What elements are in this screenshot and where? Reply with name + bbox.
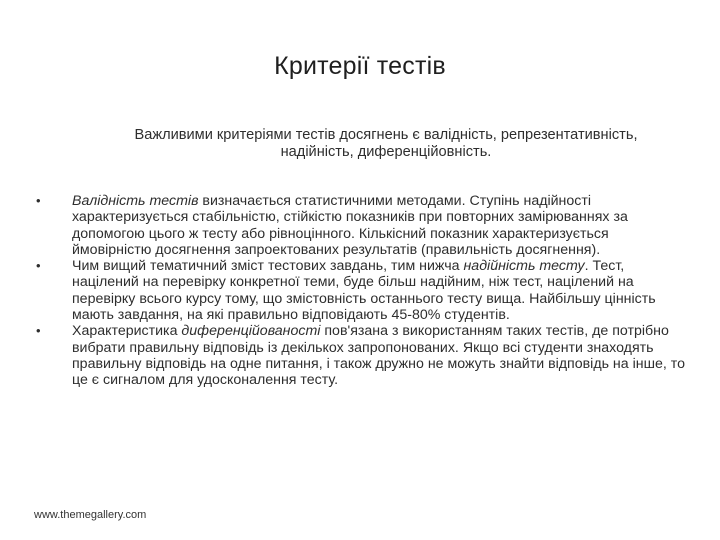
emphasis-term: надійність тесту bbox=[463, 258, 585, 275]
bullet-text bbox=[72, 323, 686, 388]
footer-url: www.themegallery.com bbox=[34, 509, 147, 521]
bullet-body-continued: пов'язана з використанням таких тестів, де потрібно вибрати правильну відповідь із декількох запропонованих. Якщо всі студенти знаходять правильну відповідь на одне питання, і також дружно не можуть знайти відповідь на інше, то це є сигналом для удосконалення тесту. bbox=[72, 323, 685, 389]
intro-paragraph: Важливими критеріями тестів досягнень є валідність, репрезентативність, надійність, диференційовність. bbox=[134, 127, 638, 160]
bullet-icon: • bbox=[36, 193, 41, 208]
slide-title: Критерії тестів bbox=[274, 52, 446, 80]
list-item bbox=[36, 258, 686, 323]
list-item bbox=[36, 193, 686, 258]
bullet-body: Чим вищий тематичний зміст тестових завдань, тим нижча bbox=[72, 258, 464, 275]
bullet-icon: • bbox=[36, 258, 41, 274]
bullet-text bbox=[72, 258, 686, 323]
bullet-list bbox=[36, 193, 686, 389]
bullet-body: Характеристика bbox=[72, 323, 182, 340]
bullet-body: визначається статистичними методами. Ступінь надійності характеризується стабільністю, стійкістю показників при повторних замірюваннях за допомогою цього ж тесту або рівноцінного. Кількісний показник характеризується ймовірністю досягнення запроектованих результатів (правильність досягнення). bbox=[72, 193, 628, 258]
bullet-icon: • bbox=[36, 323, 41, 339]
bullet-body-continued: . Тест, націлений на перевірку конкретної теми, буде більш надійним, ніж тест, націлений на перевірку всього курсу тому, що змістовність останнього тесту вища. Найбільшу цінність мають завдання, на які правильно відповідають 45-80% студентів. bbox=[72, 258, 656, 324]
bullet-text bbox=[72, 193, 686, 258]
emphasis-term: Валідність тестів bbox=[72, 193, 199, 209]
emphasis-term: диференційованості bbox=[181, 323, 321, 340]
list-item bbox=[36, 323, 686, 388]
